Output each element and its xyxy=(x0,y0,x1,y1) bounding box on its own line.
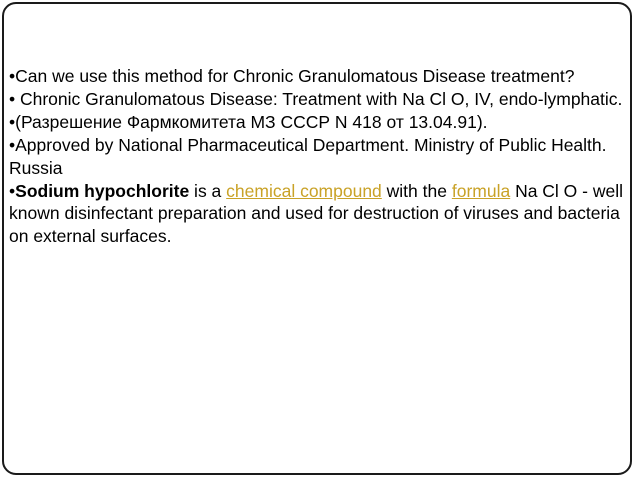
paragraph-cgd-treatment: • Chronic Granulomatous Disease: Treatment with Na Cl O, IV, endo-lymphatic. xyxy=(9,88,623,109)
paragraph-sodium-hypochlorite xyxy=(9,180,629,249)
text-segment: is a xyxy=(189,180,227,201)
paragraph-permission-ru: •(Разрешение Фармкомитета МЗ СССР N 418 от 13.04.91). xyxy=(9,111,488,132)
bullet: • xyxy=(9,180,16,201)
link-chemical-compound[interactable]: chemical compound xyxy=(226,180,382,201)
text-segment: Na Cl O - well known disinfectant preparation and used for destruction of viruses and bacteria on external surfaces. xyxy=(9,180,623,247)
slide-body xyxy=(9,65,629,248)
paragraph-cgd-question: •Can we use this method for Chronic Granulomatous Disease treatment? xyxy=(9,66,575,86)
text-segment: with the xyxy=(381,180,452,201)
bold-term-sodium-hypochlorite: Sodium hypochlorite xyxy=(15,180,190,201)
link-formula[interactable]: formula xyxy=(451,180,511,201)
paragraph-approval: •Approved by National Pharmaceutical Department. Ministry of Public Health. Russia xyxy=(9,134,607,178)
